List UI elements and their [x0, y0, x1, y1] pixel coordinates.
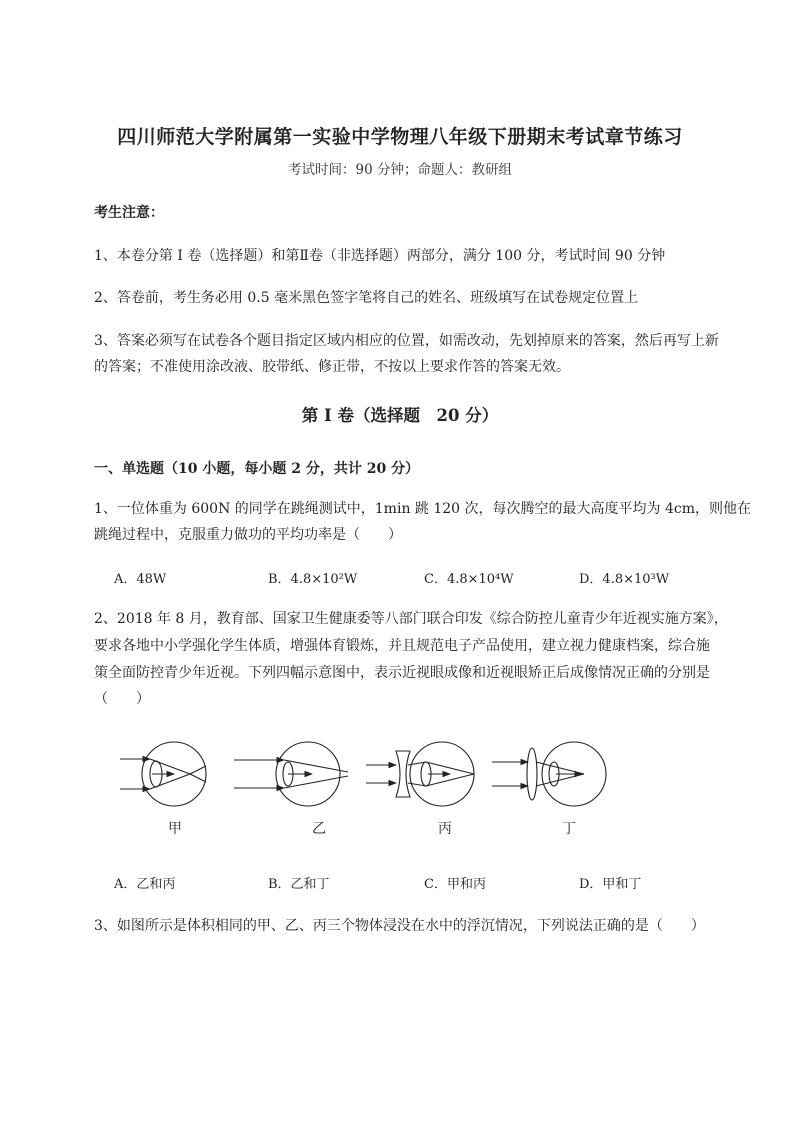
q2-line-2: 要求各地中小学强化学生体质，增强体育锻炼，并且规范电子产品使用，建立视力健康档案，综合施 [94, 638, 710, 654]
part-heading: 一、单选题（10 小题，每小题 2 分，共计 20 分） [94, 461, 420, 477]
section-title: 第 I 卷（选择题 20 分） [301, 406, 499, 425]
q2-option-c: C．甲和丙 [424, 877, 486, 892]
notice-item-1: 1、本卷分第 I 卷（选择题）和第Ⅱ卷（非选择题）两部分，满分 100 分，考试时间 90 分钟 [94, 248, 666, 264]
notice-item-3-line-2: 的答案；不准使用涂改液、胶带纸、修正带，不按以上要求作答的答案无效。 [94, 359, 570, 375]
exam-info: 考试时间：90 分钟；命题人：教研组 [288, 162, 512, 178]
q2-line-3: 策全面防控青少年近视。下列四幅示意图中，表示近视眼成像和近视眼矫正后成像情况正确的分别是 [94, 665, 710, 681]
figure-label-bing: 丙 [438, 821, 452, 837]
figure-label-jia: 甲 [168, 821, 182, 837]
eye-diagram-bing [366, 742, 474, 806]
q3-line-1: 3、如图所示是体积相同的甲、乙、丙三个物体浸没在水中的浮沉情况，下列说法正确的是（ ） [94, 918, 705, 934]
notice-item-2: 2、答卷前，考生务必用 0.5 毫米黑色签字笔将自己的姓名、班级填写在试卷规定位置上 [94, 290, 639, 306]
q1-option-a: A．48W [114, 572, 167, 587]
q1-option-b: B．4.8×10²W [268, 572, 358, 587]
q2-line-1: 2、2018 年 8 月，教育部、国家卫生健康委等八部门联合印发《综合防控儿童青少年近视实施方案》， [94, 611, 728, 627]
q1-option-c: C．4.8×10⁴W [424, 572, 514, 587]
q2-line-4: （ ） [94, 691, 150, 707]
eye-diagram-yi [234, 742, 348, 806]
q2-option-a: A．乙和丙 [114, 877, 176, 892]
q1-line-2: 跳绳过程中，克服重力做功的平均功率是（ ） [94, 527, 402, 543]
q2-option-d: D．甲和丁 [579, 877, 642, 892]
notice-item-3-line-1: 3、答案必须写在试卷各个题目指定区域内相应的位置，如需改动，先划掉原来的答案，然后再写上新 [94, 333, 719, 349]
q2-option-b: B．乙和丁 [268, 877, 330, 892]
eye-diagram-figure [112, 738, 612, 846]
figure-label-ding: 丁 [562, 821, 576, 837]
page-title: 四川师范大学附属第一实验中学物理八年级下册期末考试章节练习 [117, 126, 683, 148]
q1-line-1: 1、一位体重为 600N 的同学在跳绳测试中，1min 跳 120 次，每次腾空的最大高度平均为 4cm，则他在 [94, 501, 751, 517]
notice-heading: 考生注意： [94, 205, 164, 221]
eye-diagram-jia [120, 742, 206, 806]
q1-option-d: D．4.8×10³W [579, 572, 670, 587]
figure-label-yi: 乙 [312, 821, 326, 837]
eye-diagram-ding [492, 742, 606, 806]
